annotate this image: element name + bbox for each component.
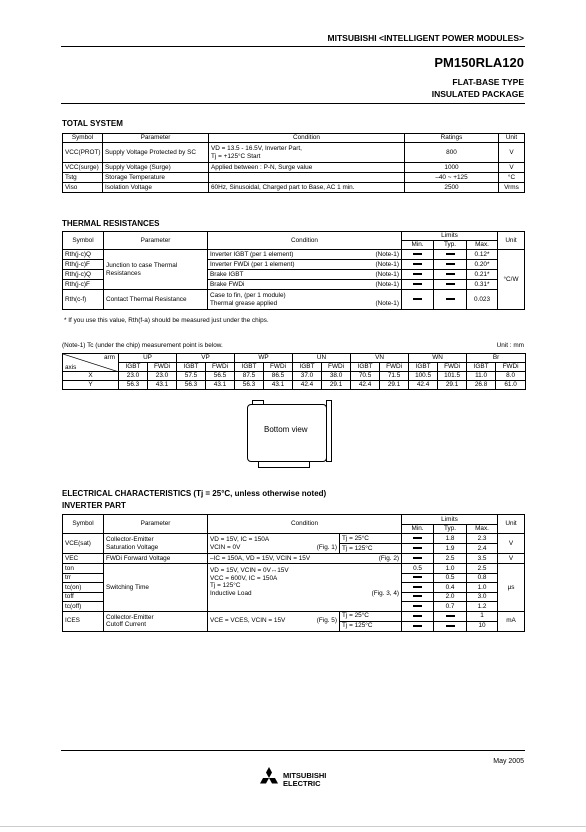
typ-cell: 2.5 [434, 554, 467, 564]
header-cell: Condition [208, 232, 402, 250]
cond-cell [208, 534, 340, 554]
symbol-cell: trr [63, 573, 104, 583]
page-bottom-line [0, 826, 586, 827]
arm-header: WN [409, 354, 467, 363]
electrical-table [62, 514, 525, 632]
terminal-tab [252, 400, 264, 405]
table-header-row [63, 363, 526, 372]
header-cell: Min. [402, 525, 434, 534]
symbol-cell: Rth(j-c)Q [63, 250, 104, 260]
max-cell: 0.21* [467, 270, 498, 280]
min-cell [402, 621, 434, 631]
arm-header: UN [293, 354, 351, 363]
param-line: Collector-Emitter [106, 613, 154, 621]
value-cell: 43.1 [206, 381, 235, 390]
sub-header: IGBT [351, 363, 380, 372]
typ-cell: 1.8 [434, 534, 467, 544]
typ-cell: 0.5 [434, 573, 467, 583]
footer-rule [61, 750, 525, 751]
max-cell: 3.5 [467, 554, 498, 564]
unit-cell: °C/W [498, 250, 525, 310]
fig-text: (Fig. 1) [316, 543, 337, 551]
param-line: Junction to case Thermal [106, 262, 178, 269]
symbol-cell: VCE(sat) [63, 534, 104, 554]
cond-cell [208, 280, 402, 290]
table-row [63, 143, 525, 163]
unit-cell: °C [499, 173, 525, 183]
max-cell: 3.0 [467, 592, 498, 602]
cond-text: Thermal grease applied [210, 299, 278, 307]
note1-unit: Unit : mm [496, 342, 524, 349]
symbol-cell: Rth(j-c)F [63, 280, 104, 290]
header-cell: Unit [499, 134, 525, 143]
total-system-title: TOTAL SYSTEM [62, 119, 123, 128]
cond-line: Case to fin, (per 1 module) [210, 292, 286, 299]
corner-arm-label: arm [103, 354, 115, 361]
header-cell: Condition [209, 134, 405, 143]
param-line: Saturation Voltage [106, 543, 159, 551]
note1-title: (Note-1) Tc (under the chip) measurement point is below. [62, 342, 223, 349]
max-cell: 2.4 [467, 544, 498, 554]
cond-text: Brake FWDi [210, 280, 245, 288]
param-cell: Supply Voltage (Surge) [103, 163, 209, 173]
value-cell: 56.3 [235, 381, 264, 390]
typ-cell [434, 290, 467, 310]
value-cell: 87.5 [235, 372, 264, 381]
param-line: Cutoff Current [106, 621, 147, 628]
value-cell: 11.0 [467, 372, 496, 381]
thermal-title: THERMAL RESISTANCES [62, 219, 160, 228]
brand-line: MITSUBISHI <INTELLIGENT POWER MODULES> [327, 33, 524, 43]
param-cell: Switching Time [104, 564, 208, 612]
min-cell [402, 592, 434, 602]
param-cell: Contact Thermal Resistance [104, 290, 208, 310]
value-cell: 29.1 [322, 381, 351, 390]
dash-mark [413, 547, 422, 549]
header-cell: Parameter [104, 515, 208, 534]
table-header-row [63, 232, 525, 241]
header-cell: Max. [467, 241, 498, 250]
axis-cell: Y [63, 381, 119, 390]
rating-cell: 800 [405, 143, 499, 163]
header-cell: Symbol [63, 515, 104, 534]
package-type [432, 76, 524, 100]
unit-cell: mA [498, 611, 525, 631]
min-cell [402, 250, 434, 260]
value-cell: 56.3 [119, 381, 148, 390]
max-cell: 0.8 [467, 573, 498, 583]
unit-cell: V [499, 163, 525, 173]
note-text: (Note-1) [375, 299, 399, 307]
cond-cell [208, 260, 402, 270]
cond-text: Inverter FWDi (per 1 element) [210, 260, 295, 268]
min-cell: 0.5 [402, 564, 434, 574]
min-cell [402, 583, 434, 593]
param-cell [104, 611, 208, 631]
dash-mark [413, 273, 422, 275]
value-cell: 71.5 [380, 372, 409, 381]
arm-header: VP [177, 354, 235, 363]
sub-header: IGBT [119, 363, 148, 372]
sub-header: FWDi [496, 363, 526, 372]
header-cell: Unit [498, 232, 525, 250]
value-cell: 101.5 [438, 372, 467, 381]
sub-header: FWDi [148, 363, 177, 372]
value-cell: 38.0 [322, 372, 351, 381]
unit-cell: V [499, 143, 525, 163]
min-cell [402, 270, 434, 280]
param-line: Collector-Emitter [106, 536, 154, 543]
axis-cell: X [63, 372, 119, 381]
cond-cell [209, 173, 405, 183]
sub-header: IGBT [467, 363, 496, 372]
table-row [63, 554, 525, 564]
cond-cell [208, 290, 402, 310]
param-cell: Storage Temperature [103, 173, 209, 183]
dash-mark [446, 625, 455, 627]
table-row [63, 183, 525, 193]
logo-line-1: MITSUBISHI [283, 771, 327, 780]
typ-cell: 2.0 [434, 592, 467, 602]
logo-text [283, 772, 326, 788]
header-rule [61, 46, 525, 47]
dash-mark [446, 263, 455, 265]
symbol-cell: Tstg [63, 173, 103, 183]
dash-mark [413, 595, 422, 597]
arm-header: Br [467, 354, 526, 363]
max-cell: 0.20* [467, 260, 498, 270]
note-text: (Note-1) [375, 280, 399, 288]
corner-cell [63, 354, 119, 372]
bottom-view-diagram [247, 404, 327, 462]
dash-mark [446, 298, 455, 300]
unit-cell: μs [498, 564, 525, 612]
rating-cell: 1000 [405, 163, 499, 173]
type-line-1: FLAT-BASE TYPE [452, 77, 524, 87]
cond-line: VCC = 600V, IC = 150A [210, 574, 278, 582]
sub-header: FWDi [380, 363, 409, 372]
param-cell: Isolation Voltage [103, 183, 209, 193]
table-row [63, 611, 525, 621]
cond-cell: Applied between : P-N, Surge value [209, 163, 405, 173]
header-cell: Symbol [63, 232, 104, 250]
header-cell: Symbol [63, 134, 103, 143]
value-cell: 29.1 [380, 381, 409, 390]
header-cell: Typ. [434, 525, 467, 534]
param-line: Resistances [106, 269, 141, 277]
header-cell: Condition [208, 515, 402, 534]
max-cell: 0.12* [467, 250, 498, 260]
sub-header: FWDi [264, 363, 293, 372]
value-cell: 42.4 [409, 381, 438, 390]
max-cell: 1 [467, 611, 498, 621]
dash-mark [413, 625, 422, 627]
param-cell: FWDi Forward Voltage [104, 554, 208, 564]
min-cell [402, 534, 434, 544]
sub-header: FWDi [438, 363, 467, 372]
dash-mark [446, 273, 455, 275]
max-cell: 0.023 [467, 290, 498, 310]
table-row [63, 290, 525, 310]
arm-header: UP [119, 354, 177, 363]
arm-header: VN [351, 354, 409, 363]
header-cell: Limits [402, 232, 498, 241]
dash-mark [413, 537, 422, 539]
header-rule-2 [61, 103, 525, 104]
sub-header: FWDi [206, 363, 235, 372]
rating-cell: –40 ~ +125 [405, 173, 499, 183]
value-cell: 23.0 [119, 372, 148, 381]
electrical-title: ELECTRICAL CHARACTERISTICS (Tj = 25°C, unless otherwise noted) [62, 489, 327, 498]
cond-cell [208, 611, 340, 631]
min-cell [402, 602, 434, 612]
sub-header: IGBT [293, 363, 322, 372]
cond-line: Tj = +125°C Start [211, 152, 261, 160]
max-cell: 2.3 [467, 534, 498, 544]
dash-mark [413, 557, 422, 559]
symbol-cell: VCC(surge) [63, 163, 103, 173]
dash-mark [413, 253, 422, 255]
dash-mark [446, 615, 455, 617]
typ-cell [434, 280, 467, 290]
param-cell: Supply Voltage Protected by SC [103, 143, 209, 163]
symbol-cell: tc(on) [63, 583, 104, 593]
fig-text: (Fig. 3, 4) [371, 589, 400, 597]
unit-cell: V [498, 554, 525, 564]
table-row [63, 534, 525, 544]
typ-cell [434, 621, 467, 631]
min-cell [402, 290, 434, 310]
max-cell: 0.31* [467, 280, 498, 290]
dash-mark [446, 253, 455, 255]
corner-axis-label: axis [65, 363, 77, 371]
value-cell: 42.4 [351, 381, 380, 390]
diamond-logo-icon [258, 767, 280, 789]
cond-line: VD = 15V, IC = 150A [210, 536, 270, 543]
cond-cell [208, 250, 402, 260]
type-line-2: INSULATED PACKAGE [431, 89, 524, 99]
table-header-row [63, 134, 525, 143]
header-cell: Unit [498, 515, 525, 534]
value-cell: 61.0 [496, 381, 526, 390]
value-cell: 29.1 [438, 381, 467, 390]
dash-mark [413, 298, 422, 300]
thermal-footnote: * If you use this value, Rth(f-a) should be measured just under the chips. [64, 317, 269, 324]
min-cell [402, 573, 434, 583]
table-row [63, 173, 525, 183]
param-cell [104, 534, 208, 554]
total-system-table [62, 133, 525, 193]
min-cell [402, 611, 434, 621]
min-cell [402, 280, 434, 290]
header-cell: Parameter [104, 232, 208, 250]
symbol-cell: VCC(PROT) [63, 143, 103, 163]
value-cell: 57.5 [177, 372, 206, 381]
cond-line: VD = 15V, VCIN = 0V↔15V [210, 567, 289, 574]
max-cell: 1.0 [467, 583, 498, 593]
cond-line: Tj = 125°C [210, 582, 241, 589]
tj-cell: Tj = 25°C [340, 611, 402, 621]
dash-mark [413, 615, 422, 617]
rating-cell: 2500 [405, 183, 499, 193]
symbol-cell: Viso [63, 183, 103, 193]
note-text: (Note-1) [375, 260, 399, 268]
cond-text: –IC = 150A, VD = 15V, VCIN = 15V [210, 554, 311, 562]
header-cell: Min. [402, 241, 434, 250]
fig-text: (Fig. 5) [316, 617, 337, 625]
sub-header: IGBT [235, 363, 264, 372]
cond-cell [208, 564, 402, 612]
header-cell: Max. [467, 525, 498, 534]
cond-text: VCIN = 0V [210, 543, 241, 551]
sub-header: IGBT [409, 363, 438, 372]
cond-line: VD = 13.5 - 16.5V, Inverter Part, [211, 145, 302, 152]
value-cell: 56.3 [177, 381, 206, 390]
thermal-table [62, 231, 525, 310]
note-text: (Note-1) [375, 270, 399, 278]
table-row [63, 372, 526, 381]
table-row [63, 564, 525, 574]
value-cell: 42.4 [293, 381, 322, 390]
symbol-cell: ton [63, 564, 104, 574]
terminal-strip [326, 400, 332, 462]
dash-mark [413, 576, 422, 578]
header-cell: Typ. [434, 241, 467, 250]
symbol-cell: Rth(j-c)Q [63, 270, 104, 280]
typ-cell [434, 611, 467, 621]
table-row [63, 250, 525, 260]
tj-cell: Tj = 125°C [340, 544, 402, 554]
value-cell: 8.0 [496, 372, 526, 381]
logo-line-2: ELECTRIC [283, 779, 321, 788]
unit-cell: V [498, 534, 525, 554]
unit-cell: Vrms [499, 183, 525, 193]
value-cell: 23.0 [148, 372, 177, 381]
cond-text: Brake IGBT [210, 270, 244, 278]
tj-cell: Tj = 125°C [340, 621, 402, 631]
min-cell [402, 260, 434, 270]
max-cell: 1.2 [467, 602, 498, 612]
typ-cell: 0.4 [434, 583, 467, 593]
dash-mark [446, 283, 455, 285]
value-cell: 43.1 [148, 381, 177, 390]
terminal-block [258, 461, 310, 468]
sub-header: FWDi [322, 363, 351, 372]
arm-header: WP [235, 354, 293, 363]
typ-cell: 1.9 [434, 544, 467, 554]
footer-date: May 2005 [493, 758, 524, 765]
cond-cell [208, 270, 402, 280]
table-header-row [63, 515, 525, 525]
cond-cell [209, 143, 405, 163]
cond-text: Inductive Load [210, 589, 252, 597]
typ-cell [434, 260, 467, 270]
header-cell: Limits [402, 515, 498, 525]
typ-cell [434, 270, 467, 280]
note-text: (Note-1) [375, 250, 399, 258]
typ-cell: 1.0 [434, 564, 467, 574]
symbol-cell: ICES [63, 611, 104, 631]
sub-header: IGBT [177, 363, 206, 372]
cond-text: VCE = VCES, VCIN = 15V [210, 617, 286, 625]
symbol-cell: tc(off) [63, 602, 104, 612]
value-cell: 70.5 [351, 372, 380, 381]
symbol-cell: VEC [63, 554, 104, 564]
table-row [63, 381, 526, 390]
bottom-view-label: Bottom view [264, 425, 308, 434]
typ-cell [434, 250, 467, 260]
tj-cell: Tj = 25°C [340, 534, 402, 544]
value-cell: 100.5 [409, 372, 438, 381]
symbol-cell: Rth(j-c)F [63, 260, 104, 270]
cond-cell: 60Hz, Sinusoidal, Charged part to Base, AC 1 min. [209, 183, 405, 193]
value-cell: 43.1 [264, 381, 293, 390]
part-number: PM150RLA120 [434, 55, 524, 70]
value-cell: 37.0 [293, 372, 322, 381]
table-header-row [63, 354, 526, 363]
min-cell [402, 544, 434, 554]
value-cell: 86.5 [264, 372, 293, 381]
symbol-cell: toff [63, 592, 104, 602]
cond-text: Inverter IGBT (per 1 element) [210, 250, 294, 258]
value-cell: 26.8 [467, 381, 496, 390]
header-cell: Parameter [103, 134, 209, 143]
measurement-table [62, 353, 526, 390]
cond-cell [208, 554, 402, 564]
dash-mark [413, 263, 422, 265]
mitsubishi-logo [258, 767, 338, 793]
min-cell [402, 554, 434, 564]
typ-cell: 0.7 [434, 602, 467, 612]
max-cell: 10 [467, 621, 498, 631]
max-cell: 2.5 [467, 564, 498, 574]
table-row [63, 163, 525, 173]
inverter-part-title: INVERTER PART [62, 501, 126, 510]
dash-mark [413, 586, 422, 588]
header-cell: Ratings [405, 134, 499, 143]
param-cell [104, 250, 208, 290]
dash-mark [413, 605, 422, 607]
symbol-cell: Rth(c-f) [63, 290, 104, 310]
value-cell: 56.5 [206, 372, 235, 381]
fig-text: (Fig. 2) [378, 554, 400, 562]
dash-mark [413, 283, 422, 285]
